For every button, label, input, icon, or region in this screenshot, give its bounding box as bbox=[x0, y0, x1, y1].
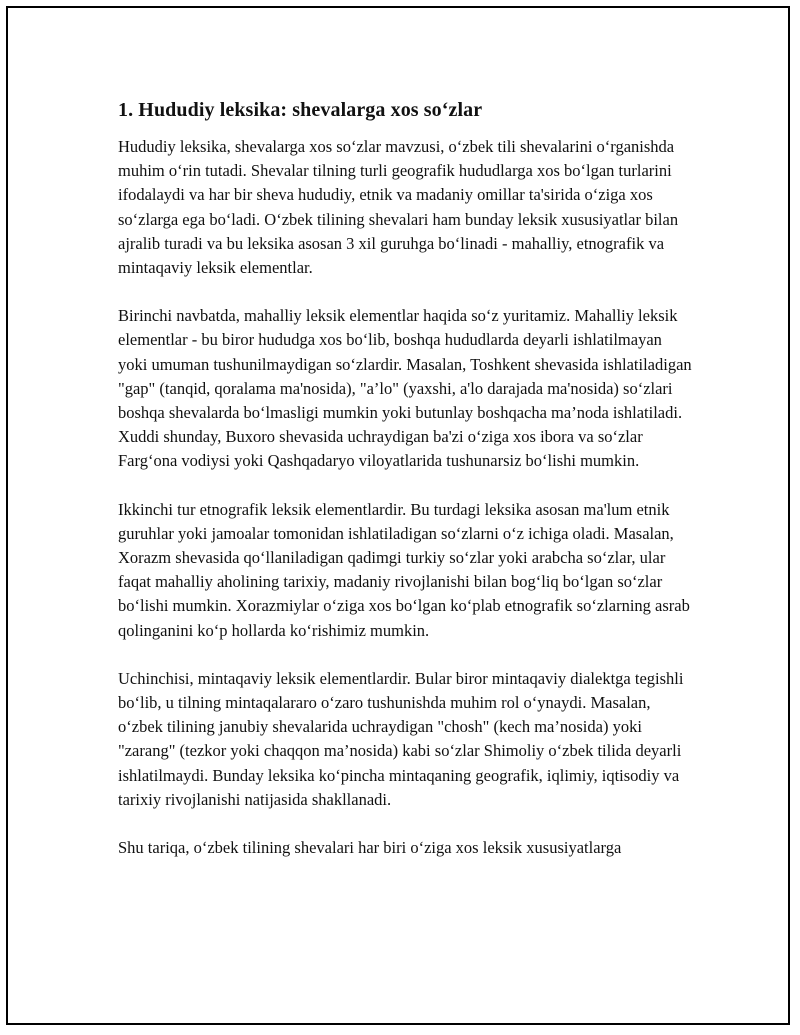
paragraph-introduction: Hududiy leksika, shevalarga xos so‘zlar mavzusi, o‘zbek tili shevalarini o‘rganishda muhim o‘rin tutadi. Shevalar tilning turli geografik hududlarga xos bo‘lgan turlarini ifodalaydi va har bir sheva hududiy, etnik va madaniy omillar ta'sirida o‘ziga xos so‘zlarga ega bo‘ladi. O‘zbek tilining shevalari ham bunday leksik xususiyatlar bilan ajralib turadi va bu leksika asosan 3 xil guruhga bo‘linadi - mahalliy, etnografik va mintaqaviy leksik elementlar. bbox=[118, 137, 679, 278]
document-body bbox=[118, 96, 693, 884]
paragraph-regional-elements: Uchinchisi, mintaqaviy leksik elementlardir. Bular biror mintaqaviy dialektga tegishli bo‘lib, u tilning mintaqalararo o‘zaro tushunishda muhim rol o‘ynaydi. Masalan, o‘zbek tilining janubiy shevalarida uchraydigan "chosh" (kech ma’nosida) yoki "zarang" (tezkor yoki chaqqon ma’nosida) kabi so‘zlar Shimoliy o‘zbek tilida deyarli ishlatilmaydi. Bunday leksika ko‘pincha mintaqaning geografik, iqlimiy, iqtisodiy va tarixiy rivojlanishi natijasida shakllanadi. bbox=[118, 668, 684, 809]
paragraph-conclusion: Shu tariqa, o‘zbek tilining shevalari har biri o‘ziga xos leksik xususiyatlarga bbox=[118, 838, 622, 858]
paragraph-ethnographic-elements: Ikkinchi tur etnografik leksik elementlardir. Bu turdagi leksika asosan ma'lum etnik guruhlar yoki jamoalar tomonidan ishlatiladigan so‘zlarni o‘z ichiga oladi. Masalan, Xorazm shevasida qo‘llaniladigan qadimgi turkiy so‘zlar yoki arabcha so‘zlar, ular faqat mahalliy aholining tarixiy, madaniy rivojlanishi bilan bog‘liq bo‘lgan so‘zlar bo‘lishi mumkin. Xorazmiylar o‘ziga xos bo‘lgan ko‘plab etnografik so‘zlarning asrab qolinganini ko‘p hollarda ko‘rishimiz mumkin. bbox=[118, 499, 690, 640]
paragraph-local-elements: Birinchi navbatda, mahalliy leksik elementlar haqida so‘z yuritamiz. Mahalliy leksik elementlar - bu biror hududga xos bo‘lib, boshqa hududlarda deyarli ishlatilmayan yoki umuman tushunilmaydigan so‘zlardir. Masalan, Toshkent shevasida ishlatiladigan "gap" (tanqid, qoralama ma'nosida), "a’lo" (yaxshi, a'lo darajada ma'nosida) so‘zlari boshqa shevalarda bo‘lmasligi mumkin yoki butunlay boshqacha ma’noda ishlatiladi. Xuddi shunday, Buxoro shevasida uchraydigan ba'zi o‘ziga xos ibora va so‘zlar Farg‘ona vodiysi yoki Qashqadaryo viloyatlarida tushunarsiz bo‘lishi mumkin. bbox=[118, 306, 692, 471]
document-page bbox=[6, 6, 790, 1025]
section-heading: 1. Hududiy leksika: shevalarga xos so‘zlar bbox=[118, 99, 483, 121]
